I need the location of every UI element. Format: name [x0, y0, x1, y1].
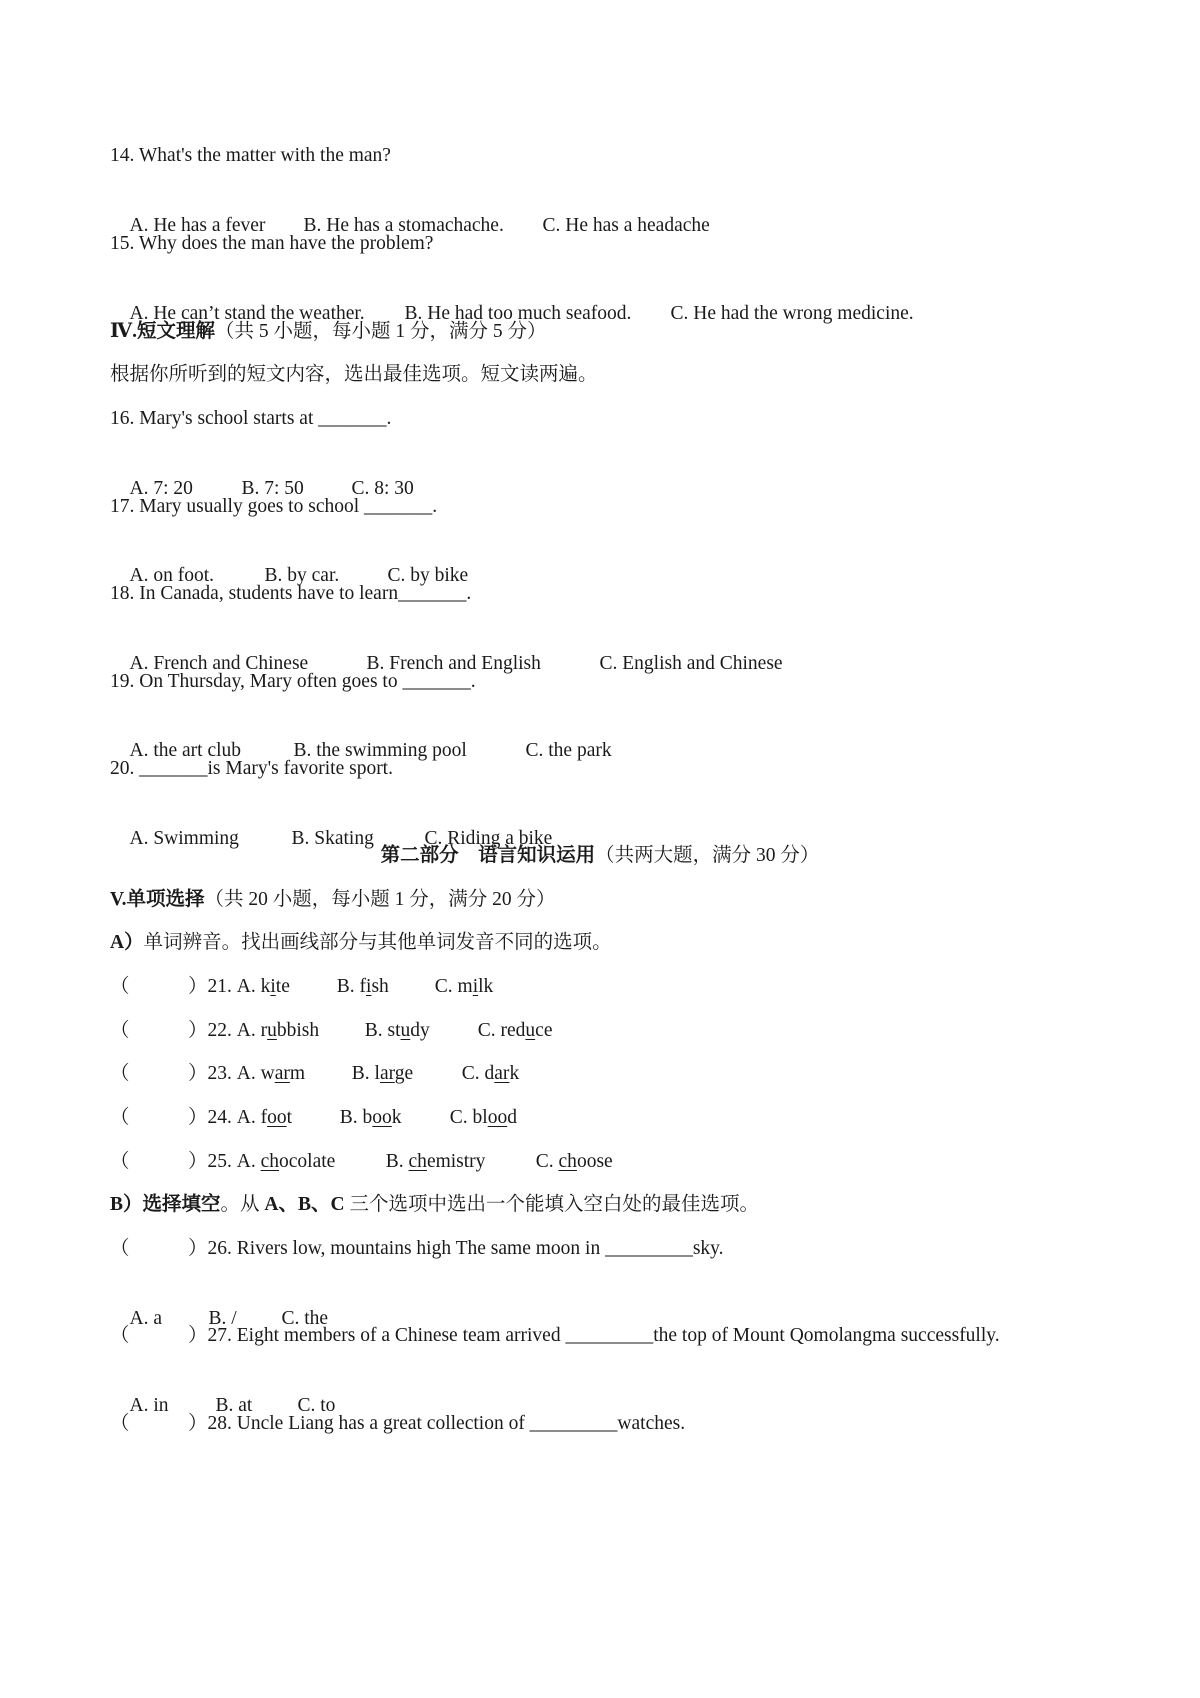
- option-a: A. He can’t stand the weather.: [129, 303, 365, 324]
- answer-blank: （: [110, 1325, 130, 1346]
- question-24: （ ）24. A. foot B. book C. blood: [110, 1105, 517, 1131]
- section-5-meta: （共 20 小题，每小题 1 分，满分 20 分）: [204, 889, 556, 910]
- option-a: A. a: [129, 1308, 162, 1329]
- option-b: B. Skating: [291, 828, 374, 849]
- question-28-stem: （ ）28. Uncle Liang has a great collection of _________watches.: [110, 1411, 685, 1437]
- option-b: B. study: [364, 1020, 430, 1041]
- section-5-title: V.单项选择: [110, 889, 205, 910]
- option-a: A. kite: [236, 976, 290, 997]
- section-4-heading: [110, 319, 547, 345]
- part-2-title: 第二部分 语言知识运用: [380, 845, 596, 866]
- option-c: C. to: [297, 1395, 336, 1416]
- answer-blank: （: [110, 1238, 130, 1259]
- option-c: C. reduce: [477, 1020, 553, 1041]
- section-5-heading: [110, 887, 555, 913]
- option-b: B. chemistry: [385, 1151, 486, 1172]
- option-b: B. the swimming pool: [293, 740, 467, 761]
- question-17-stem: 17. Mary usually goes to school _______.: [110, 496, 438, 517]
- option-c: C. English and Chinese: [599, 653, 783, 674]
- question-26-stem: （ ）26. Rivers low, mountains high The same moon in _________sky.: [110, 1236, 724, 1262]
- question-22: （ ）22. A. rubbish B. study C. reduce: [110, 1018, 552, 1044]
- answer-blank: （: [110, 1063, 130, 1084]
- answer-blank: （: [110, 1107, 130, 1128]
- question-20-stem: 20. _______is Mary's favorite sport.: [110, 758, 393, 779]
- option-a: A. on foot.: [129, 565, 214, 586]
- option-c: C. He had the wrong medicine.: [670, 303, 914, 324]
- subsection-b-heading: B）选择填空。从 A、B、C 三个选项中选出一个能填入空白处的最佳选项。: [110, 1194, 759, 1215]
- option-c: C. Riding a bike: [424, 828, 553, 849]
- option-c: C. milk: [434, 976, 494, 997]
- abc-label: A、B、C: [264, 1194, 345, 1215]
- subsection-b-label: B）选择填空: [110, 1194, 221, 1215]
- option-a: A. foot: [236, 1107, 293, 1128]
- section-4-instruction: 根据你所听到的短文内容，选出最佳选项。短文读两遍。: [110, 364, 598, 385]
- question-25: （ ）25. A. chocolate B. chemistry C. choose: [110, 1149, 613, 1175]
- option-b: B. at: [215, 1395, 253, 1416]
- option-c: C. by bike: [387, 565, 469, 586]
- question-19-stem: 19. On Thursday, Mary often goes to _______.: [110, 671, 476, 692]
- option-b: B. 7: 50: [241, 478, 304, 499]
- option-a: A. in: [129, 1395, 169, 1416]
- option-b: B. large: [351, 1063, 414, 1084]
- option-b: B. /: [208, 1308, 237, 1329]
- question-27-stem: （ ）27. Eight members of a Chinese team arrived _________the top of Mount Qomolangma successfully.: [110, 1323, 1000, 1349]
- option-a: A. 7: 20: [129, 478, 193, 499]
- option-b: B. French and English: [366, 653, 541, 674]
- answer-blank: （: [110, 1151, 130, 1172]
- option-a: A. the art club: [129, 740, 242, 761]
- answer-blank: （: [110, 1020, 130, 1041]
- question-14-stem: 14. What's the matter with the man?: [110, 145, 391, 166]
- option-a: A. He has a fever: [129, 215, 266, 236]
- option-b: B. He has a stomachache.: [303, 215, 504, 236]
- part-2-meta: （共两大题，满分 30 分）: [595, 845, 820, 866]
- option-c: C. blood: [449, 1107, 517, 1128]
- option-a: A. chocolate: [236, 1151, 336, 1172]
- option-c: C. the park: [525, 740, 612, 761]
- subsection-a-heading: [110, 930, 612, 956]
- subsection-a-label: A）: [110, 932, 144, 953]
- answer-blank: （: [110, 1413, 130, 1434]
- option-a: A. French and Chinese: [129, 653, 309, 674]
- question-18-stem: 18. In Canada, students have to learn_______.: [110, 583, 472, 604]
- option-a: A. Swimming: [129, 828, 239, 849]
- section-4-title: Ⅳ.短文理解: [110, 321, 216, 342]
- option-b: B. fish: [336, 976, 389, 997]
- option-a: A. rubbish: [236, 1020, 320, 1041]
- question-23: （ ）23. A. warm B. large C. dark: [110, 1061, 519, 1087]
- answer-blank: （: [110, 976, 130, 997]
- question-21: （ ）21. A. kite B. fish C. milk: [110, 974, 493, 1000]
- option-c: C. choose: [535, 1151, 613, 1172]
- subsection-a-text: 单词辨音。找出画线部分与其他单词发音不同的选项。: [143, 932, 612, 953]
- section-4-meta: （共 5 小题，每小题 1 分，满分 5 分）: [215, 321, 547, 342]
- option-c: C. dark: [461, 1063, 520, 1084]
- option-c: C. He has a headache: [542, 215, 710, 236]
- question-15-stem: 15. Why does the man have the problem?: [110, 233, 434, 254]
- option-a: A. warm: [236, 1063, 306, 1084]
- part-2-heading: [0, 843, 1200, 869]
- option-b: B. He had too much seafood.: [404, 303, 632, 324]
- option-b: B. book: [339, 1107, 402, 1128]
- option-c: C. 8: 30: [351, 478, 414, 499]
- question-16-stem: 16. Mary's school starts at _______.: [110, 408, 392, 429]
- option-c: C. the: [281, 1308, 329, 1329]
- option-b: B. by car.: [264, 565, 340, 586]
